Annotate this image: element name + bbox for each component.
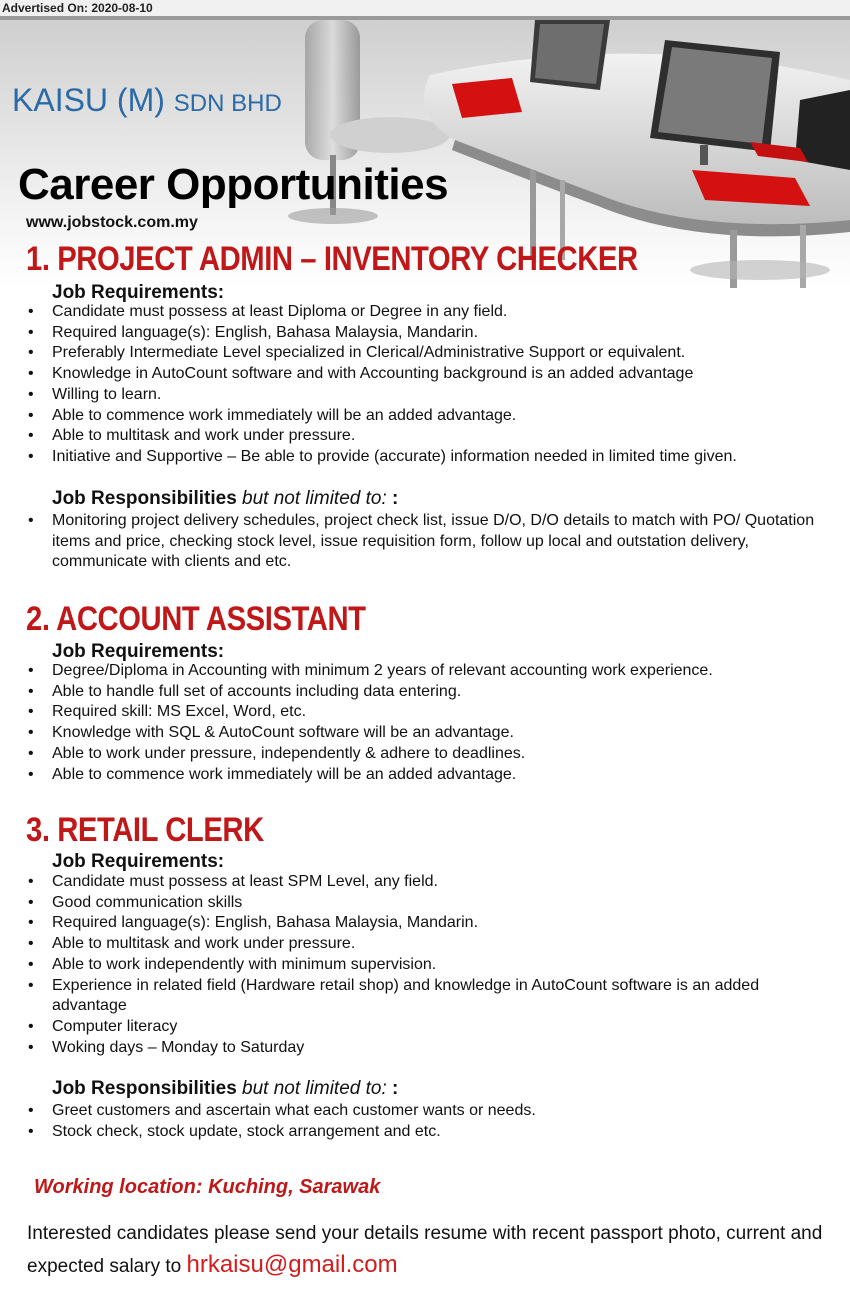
list-item: • Degree/Diploma in Accounting with minimum 2 years of relevant accounting work experience. bbox=[0, 661, 830, 682]
list-item: • Willing to learn. bbox=[0, 385, 830, 406]
job2-requirements-heading: Job Requirements: bbox=[52, 641, 225, 662]
list-item: • Monitoring project delivery schedules, project check list, issue D/O, D/O details to match with PO/ Quotation items and price, checking stock level, issue requisition form, follow up local and outstation delivery, communicate with clients and etc. bbox=[0, 511, 830, 573]
list-item: • Good communication skills bbox=[0, 893, 830, 914]
job3-responsibilities-heading bbox=[52, 1078, 398, 1100]
list-item: • Able to multitask and work under pressure. bbox=[0, 426, 830, 447]
list-item: • Required language(s): English, Bahasa Malaysia, Mandarin. bbox=[0, 323, 830, 344]
company-name-main: KAISU (M) bbox=[12, 82, 165, 118]
list-item: • Knowledge in AutoCount software and with Accounting background is an added advantage bbox=[0, 364, 830, 385]
list-item: • Able to work under pressure, independently & adhere to deadlines. bbox=[0, 744, 830, 765]
advertised-bar bbox=[0, 0, 850, 16]
company-name-suffix: SDN BHD bbox=[173, 90, 282, 117]
advertised-date: Advertised On: 2020-08-10 bbox=[2, 1, 153, 15]
list-item: • Computer literacy bbox=[0, 1017, 830, 1038]
responsibilities-qualifier: but not limited to: bbox=[242, 488, 387, 509]
list-item: • Preferably Intermediate Level specialized in Clerical/Administrative Support or equivalent. bbox=[0, 343, 830, 364]
responsibilities-colon: : bbox=[392, 1078, 399, 1099]
job-title-account-assistant: 2. ACCOUNT ASSISTANT bbox=[26, 600, 366, 638]
working-location: Working location: Kuching, Sarawak bbox=[34, 1176, 381, 1198]
responsibilities-qualifier: but not limited to: bbox=[242, 1078, 387, 1099]
list-item: • Required language(s): English, Bahasa Malaysia, Mandarin. bbox=[0, 913, 830, 934]
list-item: • Able to commence work immediately will be an added advantage. bbox=[0, 765, 830, 786]
job1-requirements-heading: Job Requirements: bbox=[52, 282, 225, 303]
list-item: • Stock check, stock update, stock arrangement and etc. bbox=[0, 1122, 830, 1143]
company-name bbox=[12, 82, 282, 119]
job1-responsibilities-heading bbox=[52, 488, 398, 510]
responsibilities-label: Job Responsibilities bbox=[52, 488, 237, 509]
apply-instructions bbox=[27, 1218, 837, 1282]
list-item: • Candidate must possess at least Diploma or Degree in any field. bbox=[0, 302, 830, 323]
list-item: • Woking days – Monday to Saturday bbox=[0, 1038, 830, 1059]
website-link[interactable]: www.jobstock.com.my bbox=[26, 214, 198, 231]
list-item: • Able to handle full set of accounts including data entering. bbox=[0, 682, 830, 703]
responsibilities-label: Job Responsibilities bbox=[52, 1078, 237, 1099]
job3-requirements-heading: Job Requirements: bbox=[52, 851, 225, 872]
job3-responsibilities-list bbox=[0, 1101, 830, 1142]
list-item: • Able to commence work immediately will be an added advantage. bbox=[0, 406, 830, 427]
job1-responsibilities-list bbox=[0, 511, 830, 573]
list-item: • Experience in related field (Hardware retail shop) and knowledge in AutoCount software is an added advantage bbox=[0, 976, 830, 1017]
job1-requirements-list bbox=[0, 302, 830, 468]
list-item: • Candidate must possess at least SPM Level, any field. bbox=[0, 872, 830, 893]
page-headline: Career Opportunities bbox=[18, 160, 449, 209]
list-item: • Initiative and Supportive – Be able to provide (accurate) information needed in limited time given. bbox=[0, 447, 830, 468]
list-item: • Able to work independently with minimum supervision. bbox=[0, 955, 830, 976]
list-item: • Greet customers and ascertain what each customer wants or needs. bbox=[0, 1101, 830, 1122]
contact-email-link[interactable]: hrkaisu@gmail.com bbox=[186, 1251, 398, 1278]
list-item: • Knowledge with SQL & AutoCount software will be an advantage. bbox=[0, 723, 830, 744]
job3-requirements-list bbox=[0, 872, 830, 1058]
apply-text: Interested candidates please send your details resume with recent passport photo, current and expected salary to bbox=[27, 1223, 823, 1277]
job2-requirements-list bbox=[0, 661, 830, 785]
list-item: • Required skill: MS Excel, Word, etc. bbox=[0, 702, 830, 723]
list-item: • Able to multitask and work under pressure. bbox=[0, 934, 830, 955]
job-title-retail-clerk: 3. RETAIL CLERK bbox=[26, 811, 264, 849]
responsibilities-colon: : bbox=[392, 488, 399, 509]
job-title-project-admin: 1. PROJECT ADMIN – INVENTORY CHECKER bbox=[26, 240, 638, 278]
